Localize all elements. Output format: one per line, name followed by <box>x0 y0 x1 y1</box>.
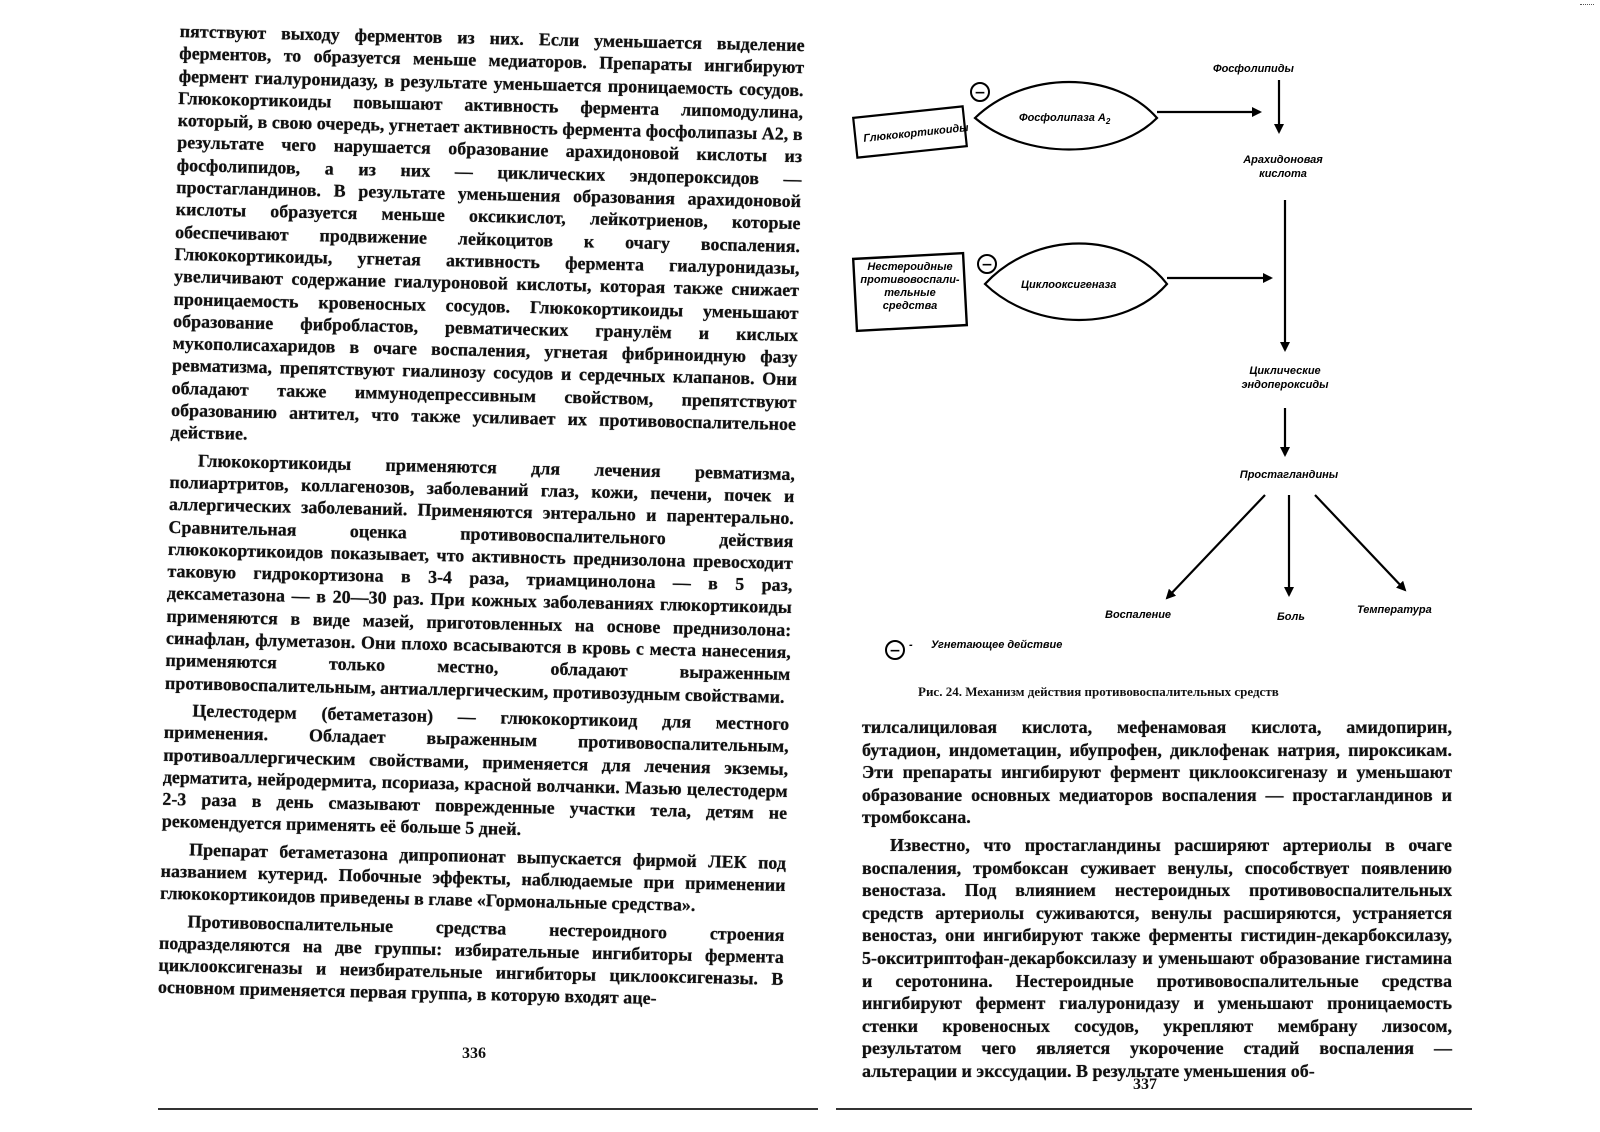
svg-text:−: − <box>974 85 986 101</box>
right-page-rule <box>836 1108 1472 1110</box>
phospholipids-label: Фосфолипиды <box>1213 63 1294 75</box>
svg-text:Нестероидные: Нестероидные <box>867 261 953 273</box>
left-page <box>158 20 805 1018</box>
svg-text:тельные: тельные <box>884 287 936 299</box>
left-page-number: 336 <box>462 1045 486 1062</box>
right-paragraph-2: Известно, что простагландины расширяют артериолы в очаге воспаления, тромбоксан суживает венулы, способствует появлению веностаза. Под влиянием нестероидных противовоспалительных средств артериолы суживаются, венулы расширяются, устраняется веностаз, они ингибируют также ферменты гистидин-декарбоксилазу, 5-окситриптофан-декарбоксилазу и уменьшают образование гистамина и серотонина. Нестероидные противовоспалительные средства ингибируют фермент гиалуронидазу и уменьшают проницаемость стенки кровеносных сосудов, укрепляют мембрану лизосом, результатом чего является укорочение стадий воспаления — альтерации и экссудации. В результате уменьшения об- <box>862 834 1452 1081</box>
left-page-rule <box>158 1108 818 1110</box>
inhibition-symbol-middle <box>978 255 996 273</box>
mechanism-diagram <box>835 60 1485 670</box>
svg-text:−: − <box>981 257 993 273</box>
left-paragraph-3: Целестодерм (бетаметазон) — глюкокортикоид для местного применения. Обладает выраженным противовоспалительным, противоаллергическим свойствами, применяется для лечения экземы, дерматита, нейродермита, псориаза, красной волчанки. Мазью целестодерм 2-3 раза в день смазывают поврежденные участки тела, детям не рекомендуется применять её больше 5 дней. <box>161 700 790 840</box>
right-paragraph-1: тилсалициловая кислота, мефенамовая кислота, амидопирин, бутадион, индометацин, ибупрофен, диклофенак натрия, пироксикам. Эти препараты ингибируют фермент циклооксигеназу и уменьшают образование основных медиаторов воспаления — простагландинов и тромбоксана. <box>862 717 1452 828</box>
scan-corner-mark <box>1580 0 1594 5</box>
cyclic-endoperoxides-label-1: Циклические <box>1249 365 1321 377</box>
svg-text:средства: средства <box>882 300 938 312</box>
arachidonic-label-2: кислота <box>1259 168 1307 180</box>
left-paragraph-4: Препарат бетаметазона дипропионат выпускается фирмой ЛЕК под названием кутерид. Побочные эффекты, наблюдаемые при применении глюкокортикоидов приведены в главе «Гормональные средства». <box>159 839 787 916</box>
cyclooxygenase-label: Циклооксигеназа <box>1021 279 1117 291</box>
inhibition-symbol-top <box>971 83 989 101</box>
arachidonic-label-1: Арахидоновая <box>1243 154 1323 166</box>
left-paragraph-1: пятствуют выходу ферментов из них. Если уменьшается выделение ферментов, то образуется меньше медиаторов. Препараты ингибируют фермент гиалуронидазу, в результате уменьшается проницаемость сосудов. Глюкокортикоиды повышают активность фермента липомодулина, который, в свою очередь, угнетает активность фермента фосфолипазы А2, в результате чего нарушается образование арахидоновой кислоты из фосфолипидов, а из них — циклических эндопероксидов — простагландинов. В результате уменьшения образования арахидоновой кислоты образуется меньше оксикислот, лейкотриенов, которые обеспечивают продвижение лейкоцитов к очагу воспаления. Глюкокортикоиды, угнетая активность фермента гиалуронидазы, увеличивают содержание гиалуроновой кислоты, которая также снижает проницаемость кровеносных сосудов. Глюкокортикоиды уменьшают образование фибробластов, ревматических гранулём и кислых мукополисахаридов в очаге воспаления, угнетая фибриноидную фазу ревматизма, препятствуют гиалинозу сосудов и сердечных клапанов. Они обладают также иммунодепрессивным свойством, препятствуют образованию антител, что также усиливает их противовоспалительное действие. <box>170 20 805 444</box>
cyclooxygenase-node <box>985 244 1167 321</box>
arrow-inflammation <box>1167 495 1265 598</box>
inflammation-label: Воспаление <box>1105 609 1172 621</box>
pain-label: Боль <box>1277 611 1305 623</box>
temperature-label: Температура <box>1357 604 1432 616</box>
right-page-number: 337 <box>1133 1076 1157 1093</box>
cyclic-endoperoxides-label-2: эндопероксиды <box>1241 379 1329 391</box>
left-paragraph-5: Противовоспалительные средства нестероидного строения подразделяются на две группы: избирательные ингибиторы фермента циклооксигеназы и неизбирательные ингибиторы циклооксигеназы. В основном применяется первая группа, в которую входят аце- <box>157 910 785 1009</box>
figure-caption: Рис. 24. Механизм действия противовоспалительных средств <box>918 684 1279 699</box>
right-page <box>862 716 1452 1088</box>
left-paragraph-2: Глюкокортикоиды применяются для лечения ревматизма, полиартритов, коллагенозов, заболеваний глаз, кожи, печени, почек и аллергических заболеваний. Применяются энтерально и парентерально. Сравнительная оценка противовоспалительного действия глюкокортикоидов показывает, что активность преднизолона превосходит таковую гидрокортизона в 3-4 раза, триамцинолона — в 5 раз, дексаметазона — в 20—30 раз. При кожных заболеваниях глюкортикоиды применяются в виде мазей, приготовленных на основе преднизолона: синафлан, флуметазон. Они плохо всасываются в кровь с места нанесения, применяются только местно, обладают выраженным противовоспалительным, антиаллергическим, противозудным свойствами. <box>164 450 796 707</box>
phospholipase-node <box>975 82 1157 150</box>
phospholipase-label: Фосфолипаза $А_2$ <box>1019 112 1111 126</box>
svg-text:-: - <box>909 639 913 651</box>
legend <box>886 639 1062 659</box>
nsaid-box <box>853 253 967 331</box>
glucocorticoids-box <box>853 106 970 157</box>
legend-label: Угнетающее действие <box>931 639 1063 651</box>
svg-text:−: − <box>889 643 901 659</box>
prostaglandins-label: Простагландины <box>1239 469 1339 481</box>
svg-text:противовоспали-: противовоспали- <box>860 274 960 286</box>
arrow-temperature <box>1315 495 1405 590</box>
glucocorticoids-label: Глюкокортикоиды <box>862 121 970 145</box>
